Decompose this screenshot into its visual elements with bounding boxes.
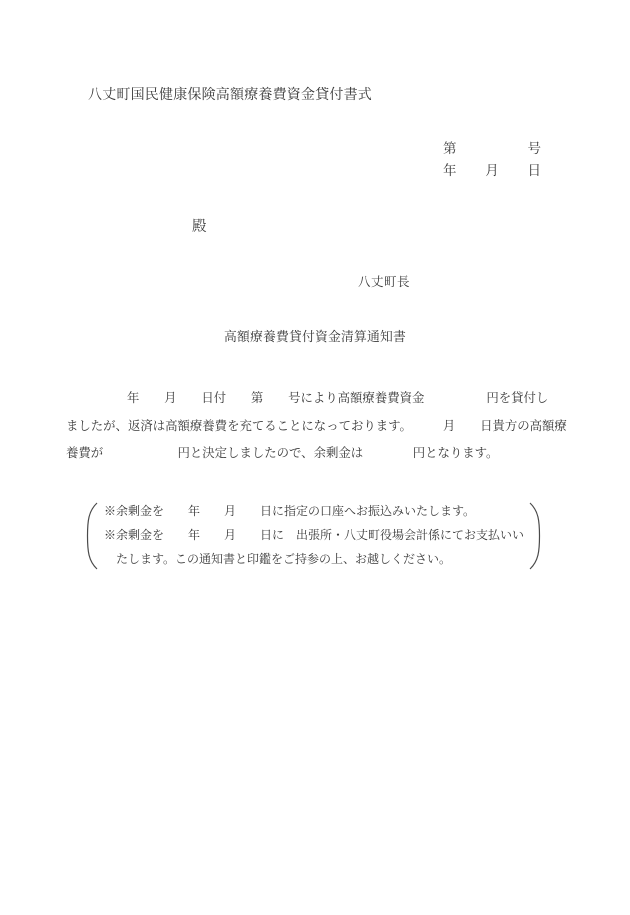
doc-number-prefix: 第 [443, 141, 457, 156]
note-line-1: ※余剰金を 年 月 日に指定の口座へお振込みいたします。 [104, 504, 476, 518]
note-line-3: たします。この通知書と印鑑をご持参の上、お越しください。 [116, 552, 452, 566]
doc-number-line [443, 137, 541, 157]
body-line-2: ましたが、返済は高額療養費を充てることになっております。 月 日貴方の高額療 [66, 418, 567, 433]
doc-number-suffix: 号 [527, 141, 541, 156]
date-line [443, 159, 541, 179]
addressee-honorific: 殿 [192, 219, 207, 235]
date-day-label: 日 [527, 163, 541, 178]
sender-name: 八丈町長 [358, 275, 411, 289]
document-title: 高額療養費貸付資金清算通知書 [224, 330, 406, 344]
right-bracket [528, 501, 544, 571]
date-month-label: 月 [485, 163, 499, 178]
form-style-label: 八丈町国民健康保険高額療養費資金貸付書式 [88, 88, 372, 103]
note-block [104, 499, 524, 571]
left-bracket [83, 501, 99, 571]
note-line-2: ※余剰金を 年 月 日に 出張所・八丈町役場会計係にてお支払いい [104, 528, 525, 542]
body-paragraph [66, 385, 567, 468]
body-line-3: 養費が 円と決定しましたので、余剰金は 円となります。 [66, 446, 499, 460]
body-line-1: 年 月 日付 第 号により高額療養費資金 円を貸付し [127, 391, 549, 405]
date-year-label: 年 [443, 163, 457, 178]
